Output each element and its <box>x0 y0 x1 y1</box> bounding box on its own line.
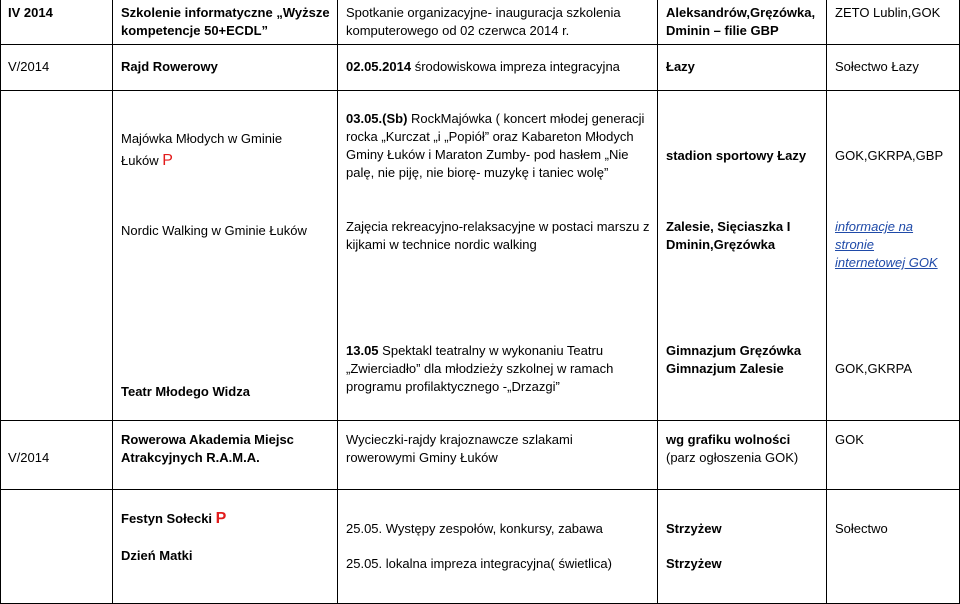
row5-org: GOK,GKRPA <box>835 361 913 376</box>
row5-place: Gimnazjum Gręzówka Gimnazjum Zalesie <box>666 343 802 376</box>
row7-org: Sołectwo <box>835 521 888 536</box>
row3-name-text: Majówka Młodych w Gminie Łuków <box>121 131 283 168</box>
row7-desc1: 25.05. Występy zespołów, konkursy, zabawa <box>346 521 603 536</box>
row3-name <box>121 128 321 172</box>
row2-org: Sołectwo Łazy <box>835 59 919 74</box>
row3-place: stadion sportowy Łazy <box>666 148 807 163</box>
row2-desc-date: 02.05.2014 <box>346 59 412 74</box>
row7-place2: Strzyżew <box>666 556 722 571</box>
row1-place: Aleksandrów,Gręzówka, Dminin – filie GBP <box>666 5 816 38</box>
row4-org-link[interactable]: informacje na stronie internetowej GOK <box>835 219 938 270</box>
grid-line <box>0 489 960 490</box>
row6-date: V/2014 <box>8 450 50 465</box>
row7-name <box>121 510 226 528</box>
row5-name: Teatr Młodego Widza <box>121 384 250 399</box>
row6-desc: Wycieczki-rajdy krajoznawcze szlakami rowerowymi Gminy Łuków <box>346 432 573 465</box>
row7-desc2: 25.05. lokalna impreza integracyjna( świetlica) <box>346 556 612 571</box>
row1-org: ZETO Lublin,GOK <box>835 5 941 20</box>
row1-date: IV 2014 <box>8 5 53 20</box>
row3-name-mark: P <box>162 152 173 169</box>
row7-place1: Strzyżew <box>666 521 722 536</box>
grid-line <box>0 90 960 91</box>
row2-place: Łazy <box>666 59 695 74</box>
row4-desc: Zajęcia rekreacyjno-relaksacyjne w postaci marszu z kijkami w technice nordic walking <box>346 219 650 252</box>
row1-name: Szkolenie informatyczne „Wyższe kompetencje 50+ECDL” <box>121 5 330 38</box>
row2-desc-text: środowiskowa impreza integracyjna <box>414 59 620 74</box>
row7-name-text: Festyn Sołecki <box>121 511 213 526</box>
row3-desc <box>346 110 646 182</box>
grid-line <box>0 44 960 45</box>
row3-desc-text: RockMajówka ( koncert młodej generacji rocka „Kurczat „i „Popiół” oraz Kabareton Młodych Gminy Łuków i Maraton Zumby- pod hasłem „Nie palę, nie piję, nie biorę- muzykę i taniec wolę” <box>346 111 645 180</box>
row6-org: GOK <box>835 432 864 447</box>
row2-date: V/2014 <box>8 59 50 74</box>
row7-name-mark: P <box>215 510 227 527</box>
row5-desc <box>346 342 646 396</box>
row4-name: Nordic Walking w Gminie Łuków <box>121 223 307 238</box>
row6-place-line1: wg grafiku wolności <box>666 432 791 447</box>
row6-name: Rowerowa Akademia Miejsc Atrakcyjnych R.A.M.A. <box>121 432 294 465</box>
row4-place: Zalesie, Sięciaszka I Dminin,Gręzówka <box>666 219 791 252</box>
row1-desc: Spotkanie organizacyjne- inauguracja szkolenia komputerowego od 02 czerwca 2014 r. <box>346 5 621 38</box>
grid-line <box>0 420 960 421</box>
row5-desc-date: 13.05 <box>346 343 379 358</box>
row5-desc-text: Spektakl teatralny w wykonaniu Teatru „Zwierciadło” dla młodzieży szkolnej w ramach programu profilaktycznego -„Drzazgi” <box>346 343 614 394</box>
row7-name2: Dzień Matki <box>121 548 193 563</box>
row3-org: GOK,GKRPA,GBP <box>835 148 944 163</box>
row6-place-line2: (parz ogłoszenia GOK) <box>666 450 799 465</box>
row3-desc-date: 03.05.(Sb) <box>346 111 408 126</box>
row2-desc <box>346 58 656 76</box>
row2-name: Rajd Rowerowy <box>121 59 218 74</box>
